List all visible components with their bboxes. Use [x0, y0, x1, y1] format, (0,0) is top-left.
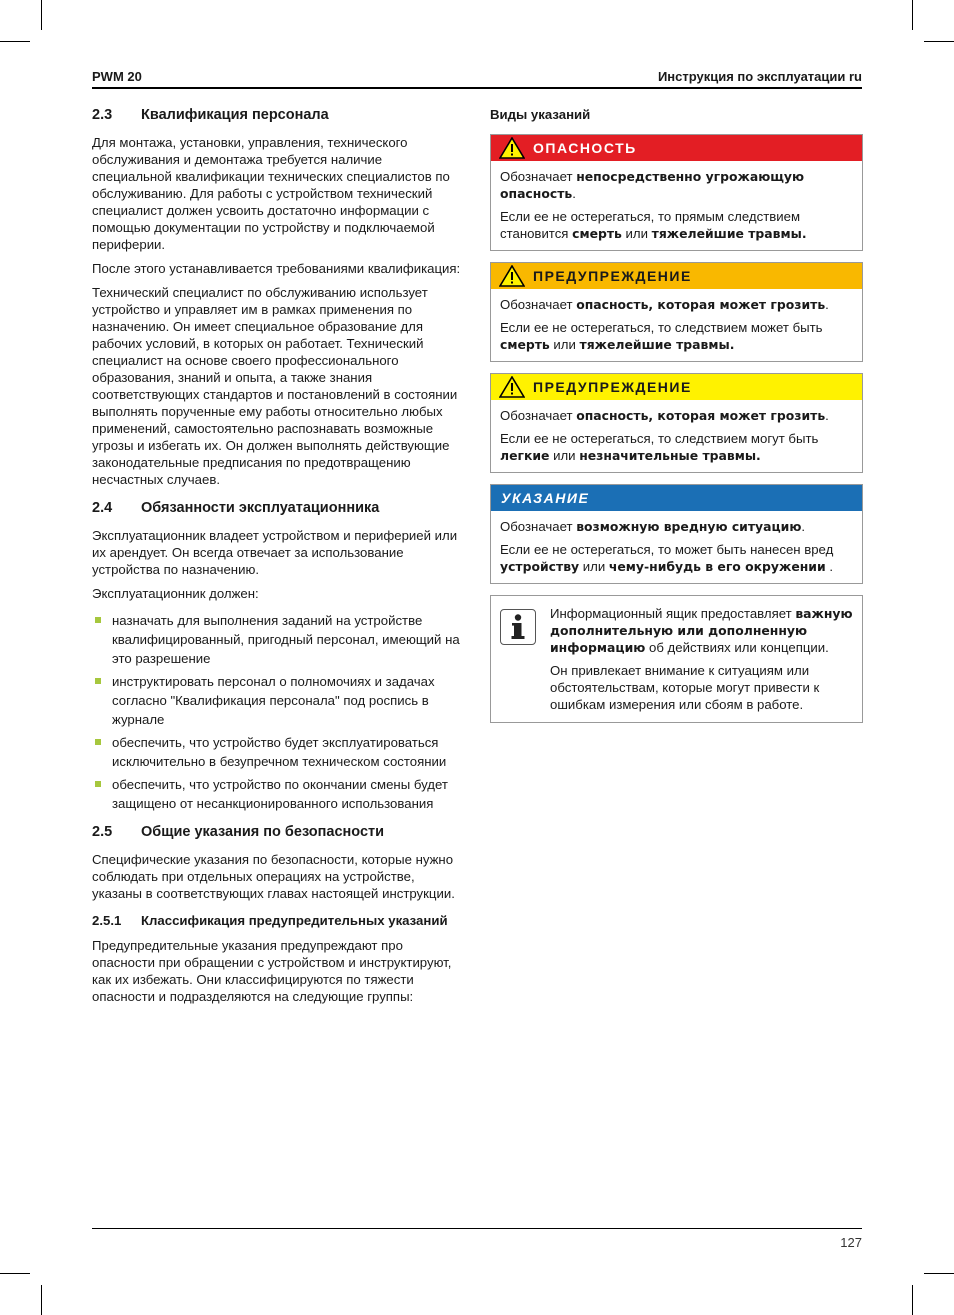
header-rule	[92, 87, 862, 89]
list-item: инструктировать персонал о полномочиях и задачах согласно "Квалификация персонала" под роспись в журнале	[92, 672, 462, 729]
danger-header	[491, 135, 862, 161]
header-model: PWM 20	[92, 69, 142, 84]
notice-types-title: Виды указаний	[490, 107, 591, 122]
warning-header	[491, 374, 862, 400]
info-text	[550, 605, 853, 713]
crop-mark	[41, 1285, 42, 1315]
section-heading-2-5	[92, 823, 462, 841]
warning-triangle-icon	[499, 137, 525, 159]
caution-label: УКАЗАНИЕ	[501, 489, 590, 506]
caution-line-2: Если ее не остерегаться, то может быть нанесен вред устройству или чему-нибудь в его окружении .	[500, 542, 834, 574]
danger-label: ОПАСНОСТЬ	[533, 139, 637, 156]
warning-label: ПРЕДУПРЕЖДЕНИЕ	[533, 267, 692, 284]
crop-mark	[924, 41, 954, 42]
warning-triangle-icon	[499, 265, 525, 287]
bullet-square-icon	[95, 617, 101, 623]
page-number: 127	[840, 1235, 862, 1250]
operator-duties-list	[92, 611, 462, 813]
paragraph: Эксплуатационник должен:	[92, 586, 259, 601]
paragraph: Технический специалист по обслуживанию использует устройство и управляет им в рамках применения по назначению. Он имеет специальное образование для рабочих условий, в которых он работает. Технический специалист на основе своего профессионального образования, знаний и опыта, а также знания соответствующих стандартов и постановлений в состоянии выполнять порученные ему работы относительно любых применений, самостоятельно распознавать возможные угрозы и избегать их. Он должен выполнять действующие законодательные предписания по предотвращению несчастных случаев.	[92, 285, 458, 487]
list-item: обеспечить, что устройство по окончании смены будет защищено от несанкционированного использования	[92, 775, 462, 813]
left-column	[92, 106, 462, 1012]
section-title: Обязанности эксплуатационника	[141, 500, 380, 516]
warning-line-1: Обозначает опасность, которая может грозить.	[500, 297, 829, 312]
section-number: 2.3	[92, 107, 113, 123]
section-heading-2-5-1	[92, 912, 462, 929]
section-number: 2.5	[92, 824, 113, 840]
footer-rule	[92, 1228, 862, 1229]
warning-notice-minor	[490, 373, 863, 473]
section-number: 2.5.1	[92, 913, 122, 928]
paragraph: Эксплуатационник владеет устройством и периферией или их арендует. Он всегда отвечает за использование устройства по назначению.	[92, 528, 458, 577]
danger-body	[491, 161, 862, 250]
warning-line-2: Если ее не остерегаться, то следствием может быть смерть или тяжелейшие травмы.	[500, 320, 823, 352]
section-number: 2.4	[92, 500, 113, 516]
section-heading-2-4	[92, 499, 462, 517]
bullet-square-icon	[95, 739, 101, 745]
paragraph: Специфические указания по безопасности, которые нужно соблюдать при отдельных операциях на устройстве, указаны в соответствующих главах настоящей инструкции.	[92, 852, 455, 901]
paragraph: Для монтажа, установки, управления, технического обслуживания и демонтажа требуется наличие специальной квалификации технических специалистов по обслуживанию. Для работы с устройством технический специалист должен усвоить достаточно информации с помощью документации по устройству и подключаемой периферии.	[92, 135, 450, 252]
danger-line-2: Если ее не остерегаться, то прямым следствием становится смерть или тяжелейшие травмы.	[500, 209, 807, 241]
warning-label: ПРЕДУПРЕЖДЕНИЕ	[533, 378, 692, 395]
crop-mark	[912, 0, 913, 30]
section-heading-2-3	[92, 106, 462, 124]
crop-mark	[0, 1273, 30, 1274]
crop-mark	[0, 41, 30, 42]
crop-mark	[41, 0, 42, 30]
section-title: Классификация предупредительных указаний	[141, 913, 448, 928]
warning-header	[491, 263, 862, 289]
info-icon	[500, 609, 536, 645]
info-line-1: Информационный ящик предоставляет важную дополнительную или дополненную информацию об действиях или концепции.	[550, 606, 853, 655]
warning-body	[491, 400, 862, 472]
bullet-square-icon	[95, 678, 101, 684]
list-item: обеспечить, что устройство будет эксплуатироваться исключительно в безупречном техническом состоянии	[92, 733, 462, 771]
header-doc-title: Инструкция по эксплуатации ru	[657, 69, 862, 84]
danger-line-1: Обозначает непосредственно угрожающую опасность.	[500, 169, 805, 201]
right-column	[490, 106, 863, 723]
paragraph: Предупредительные указания предупреждают про опасности при обращении с устройством и инструктируют, как их избежать. Они классифицируются по тяжести опасности и подразделяются на следующие группы:	[92, 938, 452, 1004]
paragraph: После этого устанавливается требованиями квалификация:	[92, 261, 461, 276]
warning-triangle-icon	[499, 376, 525, 398]
list-item: назначать для выполнения заданий на устройстве квалифицированный, пригодный персонал, имеющий на это разрешение	[92, 611, 462, 668]
bullet-square-icon	[95, 781, 101, 787]
crop-mark	[924, 1273, 954, 1274]
info-line-2: Он привлекает внимание к ситуациям или обстоятельствам, которые могут привести к ошибкам измерения или сбоям в работе.	[550, 663, 820, 712]
info-box	[490, 595, 863, 723]
caution-body	[491, 511, 862, 583]
caution-notice	[490, 484, 863, 584]
warning-line-1: Обозначает опасность, которая может грозить.	[500, 408, 829, 423]
caution-line-1: Обозначает возможную вредную ситуацию.	[500, 519, 806, 534]
warning-line-2: Если ее не остерегаться, то следствием могут быть легкие или незначительные травмы.	[500, 431, 819, 463]
danger-notice	[490, 134, 863, 251]
warning-notice-serious	[490, 262, 863, 362]
info-i-glyph	[509, 614, 527, 640]
warning-body	[491, 289, 862, 361]
section-title: Квалификация персонала	[141, 107, 329, 123]
section-title: Общие указания по безопасности	[141, 824, 385, 840]
caution-header	[491, 485, 862, 511]
crop-mark	[912, 1285, 913, 1315]
